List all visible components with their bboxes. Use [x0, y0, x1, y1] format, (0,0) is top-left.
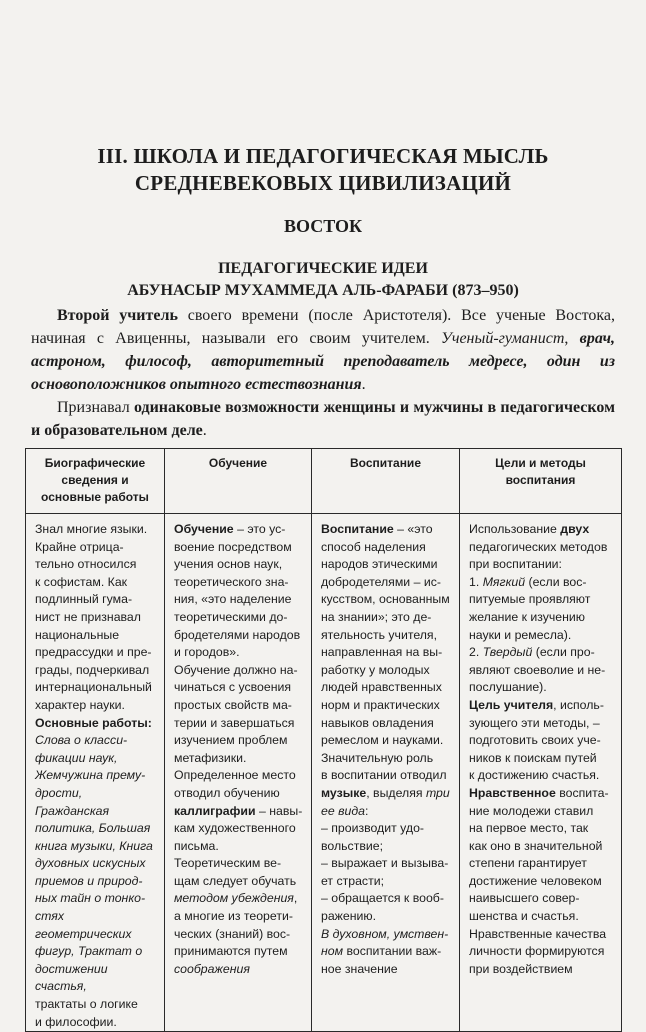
article-title-line-2: АБУНАСЫР МУХАММЕДА АЛЬ-ФАРАБИ (873–950)	[127, 282, 519, 299]
works-line: трактаты о логике	[35, 997, 138, 1012]
article-title-line-1: ПЕДАГОГИЧЕСКИЕ ИДЕИ	[218, 260, 428, 277]
goals-line	[469, 574, 615, 592]
chapter-title-line-2: СРЕДНЕВЕКОВЫХ ЦИВИЛИЗАЦИЙ	[134, 171, 512, 195]
teaching-line	[174, 890, 305, 908]
upbringing-line: на знании»; это де-	[321, 609, 432, 624]
upbringing-line: В духовном, умствен-	[321, 926, 449, 941]
teaching-line: чинаться с усвоения	[174, 680, 292, 695]
teaching-line: терии и завершаться	[174, 715, 295, 730]
teaching-line: соображения	[174, 961, 250, 976]
upbringing-line: ражению.	[321, 909, 377, 924]
upbringing-line: ремеслом и науками.	[321, 733, 444, 748]
goals-line: подготовить своих уче-	[469, 733, 601, 748]
teaching-line	[174, 803, 305, 821]
bio-line: предрассудки и пре-	[35, 645, 152, 660]
bio-line: интернациональный	[35, 680, 152, 695]
upbringing-line: работку у молодых	[321, 662, 430, 677]
upbringing-line: кусством, основанным	[321, 592, 450, 607]
intro-bold-italic: врач, астроном, философ, авторитетный преподаватель медресе, один из основоположников опытного естествознания	[31, 330, 616, 393]
goals-line: зующего эти методы, –	[469, 715, 600, 730]
upbringing-line-part: – «это	[393, 522, 433, 536]
teaching-line: и городов».	[174, 645, 240, 660]
upbringing-line-part: воспитании важ-	[343, 944, 442, 959]
upbringing-line: в воспитании отводил	[321, 768, 447, 783]
goals-line: ние молодежи ставил	[469, 803, 594, 818]
intro-lead: Второй учитель	[57, 307, 178, 324]
teaching-line: Определенное место	[174, 768, 296, 783]
upbringing-line: – выражает и вызыва-	[321, 856, 449, 871]
equality-paragraph	[31, 396, 615, 442]
upbringing-line: – производит удо-	[321, 821, 425, 836]
upbringing-line-part: :	[365, 803, 369, 818]
bio-line: к софистам. Как	[35, 574, 128, 589]
works-line: достижении счастья,	[35, 961, 108, 994]
teaching-term: Обучение	[174, 522, 234, 536]
chapter-title	[0, 143, 646, 197]
upbringing-line	[321, 785, 453, 803]
teaching-line: ния, «это наделение	[174, 592, 292, 607]
music-term: музыке	[321, 785, 367, 800]
upbringing-line	[321, 943, 453, 961]
teaching-line: теоретическими до-	[174, 609, 288, 624]
goals-line-part: (если вос-	[525, 574, 587, 589]
upbringing-line-part: , выделяя	[366, 785, 426, 800]
teaching-line-part: – навы-	[255, 803, 303, 818]
goals-line: являют своеволие и не-	[469, 662, 606, 677]
works-line: фикации наук,	[35, 750, 118, 765]
works-line: политика, Большая	[35, 821, 151, 836]
goals-line-part: 2.	[469, 645, 483, 660]
upbringing-line: навыков овладения	[321, 715, 434, 730]
upbringing-line: вольствие;	[321, 838, 383, 853]
intro-paragraph	[31, 304, 615, 396]
teaching-line: изучением проблем	[174, 733, 288, 748]
spiritual-term: ном	[321, 944, 344, 959]
bio-line: подлинный гума-	[35, 592, 133, 607]
intro-end: .	[361, 376, 366, 393]
teaching-line: щам следует обучать	[174, 873, 297, 888]
goals-line: ников к поискам путей	[469, 750, 597, 765]
upbringing-line	[321, 521, 453, 539]
upbringing-line: – обращается к вооб-	[321, 891, 444, 906]
header-biography: Биографические сведения и основные работы	[26, 449, 165, 514]
works-line: дрости, Гражданская	[35, 785, 110, 818]
intro-text-1: своего времени (после Аристотеля). Все ученые Востока, начиная с Авиценны, называли его своим учителем.	[31, 307, 616, 347]
equality-bold: одинаковые возможности женщины и мужчины в педагогическом и образовательном деле	[31, 399, 615, 439]
works-heading: Основные работы:	[35, 715, 152, 730]
works-line: фигур, Трактат о	[35, 944, 143, 959]
bio-line: национальные	[35, 627, 120, 642]
works-line: Слова о класси-	[35, 733, 128, 748]
cell-biography	[26, 514, 165, 1032]
teaching-line-part: – это ус-	[233, 522, 286, 536]
goals-line-part: 1.	[469, 574, 483, 589]
upbringing-term: Воспитание	[321, 522, 394, 536]
upbringing-line: народов этическими	[321, 557, 438, 572]
goals-line: педагогических методов	[469, 539, 608, 554]
goals-line: достижение человеком	[469, 873, 602, 888]
equality-end: .	[202, 422, 207, 439]
goals-line-part: воспита-	[555, 785, 609, 800]
teacher-goal-term: Цель учителя	[469, 697, 554, 712]
teaching-line: учения основ наук,	[174, 557, 283, 572]
goals-line: шенства и счастья.	[469, 909, 579, 924]
ideas-table	[25, 448, 622, 1032]
cell-goals-methods	[460, 514, 622, 1032]
teaching-line: письма.	[174, 838, 219, 853]
upbringing-line: людей нравственных	[321, 680, 442, 695]
works-line: духовных искусных	[35, 856, 146, 871]
goals-line: желание к изучению	[469, 609, 586, 624]
upbringing-line: норм и практических	[321, 697, 440, 712]
goals-line	[469, 644, 615, 662]
teaching-line: теоретического зна-	[174, 574, 289, 589]
cell-upbringing	[312, 514, 460, 1032]
bio-line: тельно относился	[35, 557, 137, 572]
goals-line: как оно в значительной	[469, 838, 603, 853]
equality-text-1: Признавал	[57, 399, 134, 416]
teaching-line: метафизики.	[174, 750, 247, 765]
table-header-row	[26, 449, 622, 514]
header-goals-methods: Цели и методы воспитания	[460, 449, 622, 514]
bio-line: Крайне отрица-	[35, 539, 124, 554]
teaching-line: воение посредством	[174, 539, 292, 554]
works-line: книга музыки, Книга	[35, 838, 153, 853]
header-teaching: Обучение	[165, 449, 312, 514]
three-term: три	[425, 785, 450, 800]
article-title	[0, 258, 646, 302]
moral-term: Нравственное	[469, 785, 556, 800]
two-term: двух	[560, 522, 590, 536]
teaching-line: Теоретическим ве-	[174, 856, 282, 871]
works-line: стях геометрических	[35, 909, 132, 941]
cell-teaching	[165, 514, 312, 1032]
intro-sep: ,	[564, 330, 580, 347]
goals-line: степени гарантирует	[469, 856, 587, 871]
goals-line: наивысшего совер-	[469, 891, 580, 906]
upbringing-line	[321, 803, 453, 821]
teaching-line: Обучение должно на-	[174, 662, 298, 677]
goals-line: Нравственные качества	[469, 926, 607, 941]
teaching-line: а многие из теорети-	[174, 909, 293, 924]
bio-line: нист не признавал	[35, 609, 141, 624]
soft-method-term: Мягкий	[482, 574, 526, 589]
goals-line-part: Использование	[469, 522, 561, 536]
intro-italic: Ученый-гуманист	[441, 330, 565, 347]
works-line: и философии.	[35, 1014, 117, 1029]
goals-line: послушание).	[469, 680, 547, 695]
upbringing-line: способ наделения	[321, 539, 426, 554]
goals-line: при воздействием	[469, 961, 573, 976]
goals-line: питуемые проявляют	[469, 592, 591, 607]
goals-line	[469, 521, 615, 539]
goals-line: науки и ремесла).	[469, 627, 572, 642]
goals-line: при воспитании:	[469, 557, 562, 572]
teaching-line: ческих (знаний) вос-	[174, 926, 291, 941]
upbringing-line: ет страсти;	[321, 873, 385, 888]
goals-line-part: , исполь-	[553, 697, 604, 712]
calligraphy-term: каллиграфии	[174, 803, 256, 818]
header-upbringing: Воспитание	[312, 449, 460, 514]
works-line: приемов и природ-	[35, 873, 143, 888]
persuasion-term: методом убеждения	[174, 891, 294, 906]
works-line: Жемчужина прему-	[35, 768, 146, 783]
teaching-line: простых свойств ма-	[174, 697, 292, 712]
teaching-line-part: ,	[293, 891, 298, 906]
goals-line	[469, 785, 615, 803]
teaching-line: бродетелями народов	[174, 627, 301, 642]
teaching-line: кам художественного	[174, 821, 296, 836]
teaching-line: отводил обучению	[174, 785, 280, 800]
kinds-term: ее вида	[321, 803, 365, 818]
upbringing-line: Значительную роль	[321, 750, 434, 765]
bio-line: характер науки.	[35, 697, 125, 712]
bio-line: Знал многие языки.	[35, 522, 148, 536]
table-row	[26, 514, 622, 1032]
upbringing-line: ятельность учителя,	[321, 627, 437, 642]
teaching-line: принимаются путем	[174, 944, 288, 959]
upbringing-line: добродетелями – ис-	[321, 574, 441, 589]
upbringing-line: ное значение	[321, 961, 398, 976]
goals-line: на первое место, так	[469, 821, 589, 836]
bio-line: грады, подчеркивал	[35, 662, 150, 677]
goals-line: к достижению счастья.	[469, 768, 600, 783]
goals-line: личности формируются	[469, 944, 605, 959]
section-title: ВОСТОК	[283, 216, 363, 236]
teaching-line	[174, 521, 305, 539]
chapter-title-line-1: III. ШКОЛА И ПЕДАГОГИЧЕСКАЯ МЫСЛЬ	[97, 144, 549, 168]
works-line: ных тайн о тонко-	[35, 891, 146, 906]
firm-method-term: Твердый	[482, 645, 533, 660]
goals-line-part: (если про-	[532, 645, 595, 660]
upbringing-line: направленная на вы-	[321, 645, 443, 660]
goals-line	[469, 697, 615, 715]
